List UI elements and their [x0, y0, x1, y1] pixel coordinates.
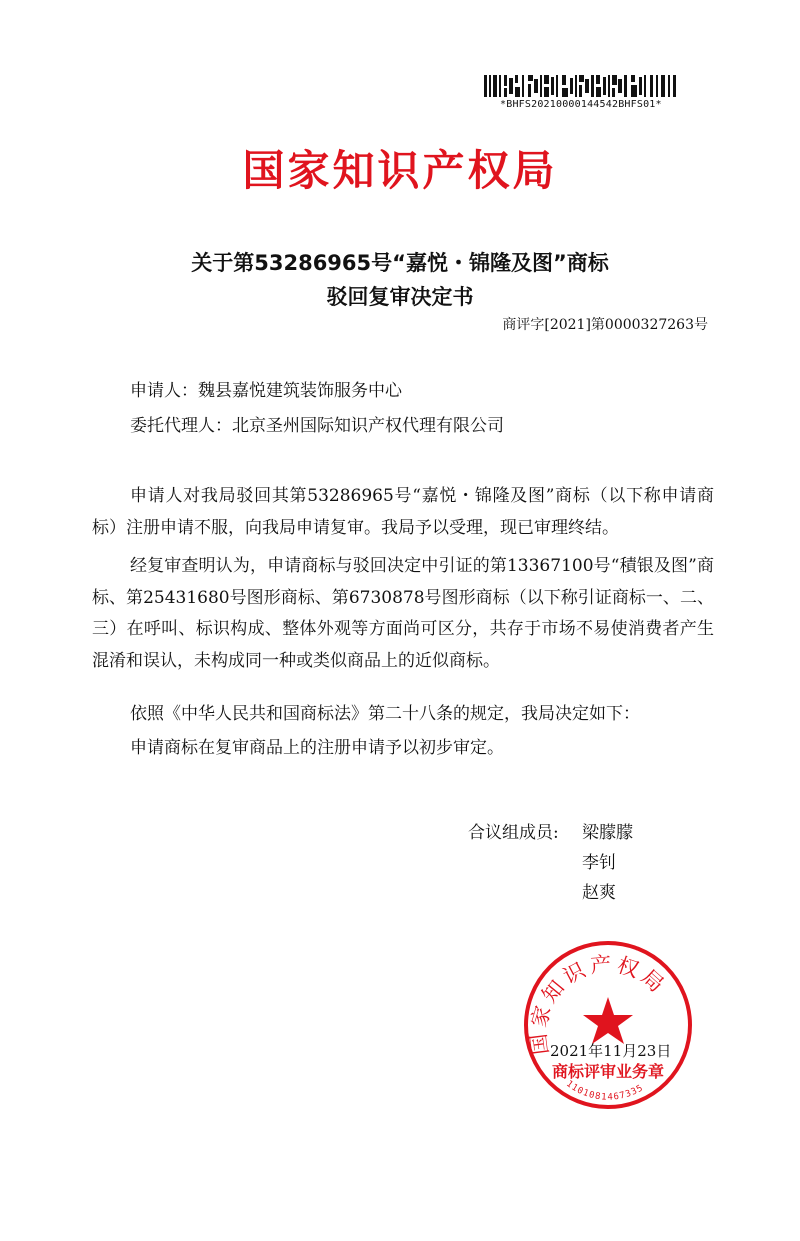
decision-date: 2021年11月23日 — [550, 1042, 672, 1060]
document-title-line2: 驳回复审决定书 — [326, 285, 474, 309]
panel-member: 梁朦朦 — [582, 823, 633, 843]
document-title-line1: 关于第53286965号“嘉悦・锦隆及图”商标 — [191, 251, 609, 275]
barcode-number: *BHFS20210000144542BHFS01* — [500, 99, 662, 110]
body-paragraph-4: 申请商标在复审商品上的注册申请予以初步审定。 — [130, 738, 504, 758]
svg-text:商标评审业务章: 商标评审业务章 — [551, 1062, 665, 1081]
svg-text:1101081467335: 1101081467335 — [564, 1079, 646, 1103]
body-paragraph-1: 申请人对我局驳回其第53286965号“嘉悦・锦隆及图”商标（以下称申请商标）注册申请不服，向我局申请复审。我局予以受理，现已审理终结。 — [92, 486, 714, 538]
panel-label: 合议组成员: — [468, 823, 559, 843]
panel-member: 李钊 — [582, 853, 616, 873]
barcode — [484, 75, 680, 97]
body-paragraph-3: 依照《中华人民共和国商标法》第二十八条的规定，我局决定如下： — [130, 704, 640, 724]
official-seal — [523, 940, 693, 1110]
panel-member: 赵爽 — [582, 883, 616, 903]
agency-name: 国家知识产权局 — [242, 146, 558, 195]
svg-text:国家知识产权局: 国家知识产权局 — [526, 951, 672, 1057]
document-number: 商评字[2021]第0000327263号 — [502, 317, 708, 333]
applicant-line: 申请人：魏县嘉悦建筑装饰服务中心 — [130, 381, 402, 401]
agent-line: 委托代理人：北京圣州国际知识产权代理有限公司 — [130, 416, 504, 436]
body-paragraph-2: 经复审查明认为，申请商标与驳回决定中引证的第13367100号“積银及图”商标、第25431680号图形商标、第6730878号图形商标（以下称引证商标一、二、三）在呼叫、标识构成、整体外观等方面尚可区分，共存于市场不易使消费者产生混淆和误认，未构成同一种或类似商品上的近似商标。 — [92, 556, 714, 672]
